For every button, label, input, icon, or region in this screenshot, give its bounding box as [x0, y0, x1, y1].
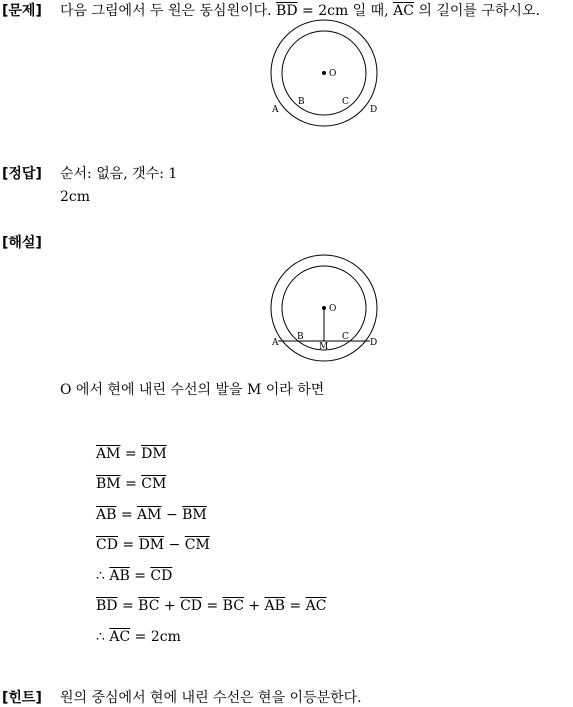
label-b: B — [297, 332, 304, 342]
label-d: D — [370, 105, 378, 115]
label-c: C — [342, 332, 349, 342]
label-d: D — [370, 338, 378, 348]
answer-meta: 순서: 없음, 갯수: 1 — [60, 166, 178, 182]
label-o: O — [329, 304, 337, 314]
segment-bd: $\overline{BD}$ — [276, 3, 298, 19]
solution-intro: O 에서 현에 내린 수선의 발을 M 이라 하면 — [60, 382, 325, 398]
answer-tag: [정답] — [2, 166, 42, 182]
segment-ac: $\overline{AC}$ — [393, 3, 414, 19]
problem-text-pre: 다음 그림에서 두 원은 동심원이다. — [60, 3, 277, 19]
label-b: B — [298, 97, 305, 107]
label-a: A — [272, 338, 279, 348]
concentric-circles-figure — [262, 18, 387, 130]
problem-tag: [문제] — [2, 3, 42, 19]
hint-tag: [힌트] — [2, 690, 42, 706]
label-o: O — [329, 69, 337, 79]
label-a: A — [272, 105, 279, 115]
problem-text-mid: = 2cm 일 때, — [297, 3, 394, 19]
answer-value: 2cm — [60, 189, 91, 205]
problem-text — [60, 0, 540, 20]
equation-6: $\overline{BD} = \overline{BC} + \overline{CD} = \overline{BC} + \overline{AB} = \overline{AC}$ — [96, 598, 327, 614]
equation-7: ∴ $\overline{AC} = 2cm$ — [96, 629, 181, 645]
equation-2: $\overline{BM} = \overline{CM}$ — [96, 476, 167, 492]
solution-figure — [262, 252, 387, 364]
label-m: M — [319, 342, 329, 352]
label-c: C — [342, 97, 349, 107]
hint-text: 원의 중심에서 현에 내린 수선은 현을 이등분한다. — [60, 690, 362, 706]
equation-3: $\overline{AB} = \overline{AM} - \overline{BM}$ — [96, 507, 207, 523]
equation-5: ∴ $\overline{AB} = \overline{CD}$ — [96, 568, 173, 584]
equation-1: $\overline{AM} = \overline{DM}$ — [96, 446, 167, 462]
center-point — [322, 306, 326, 310]
equation-4: $\overline{CD} = \overline{DM} - \overline{CM}$ — [96, 537, 210, 553]
solution-tag: [해설] — [2, 235, 42, 251]
center-point — [322, 71, 326, 75]
problem-text-post: 의 길이를 구하시오. — [413, 3, 540, 19]
